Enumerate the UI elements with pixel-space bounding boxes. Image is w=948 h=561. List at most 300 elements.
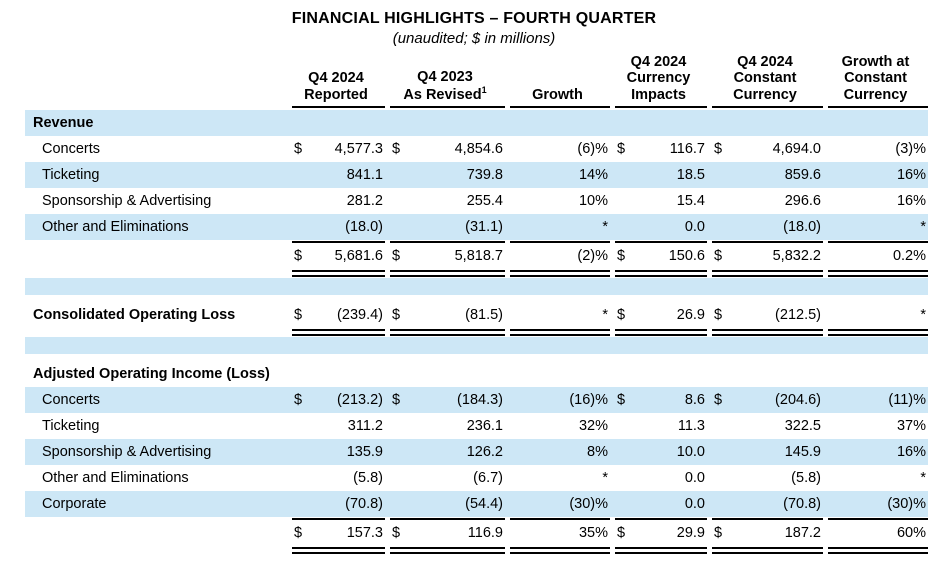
cell-value: 135.9	[346, 444, 383, 461]
value-cell-content	[707, 525, 823, 541]
cell-value: (6.7)	[473, 470, 503, 487]
cell-value: 5,681.6	[334, 248, 383, 265]
cell-value: 0.2%	[892, 248, 926, 265]
value-cell-content	[385, 307, 505, 323]
value-cell	[385, 188, 505, 214]
value-cell-content	[505, 219, 610, 235]
value-cell	[707, 162, 823, 188]
value-cell	[287, 162, 385, 188]
value-cell	[707, 302, 823, 328]
double-rule	[828, 547, 928, 554]
value-cell-content	[287, 307, 385, 323]
cell-value: *	[602, 470, 608, 487]
value-cell-content	[610, 167, 707, 183]
value-cell	[385, 439, 505, 465]
value-cell-content	[823, 219, 928, 235]
value-cell-content	[505, 193, 610, 209]
spacer-band-row	[25, 337, 928, 354]
currency-symbol: $	[392, 392, 401, 409]
value-cell	[385, 413, 505, 439]
table-row	[25, 162, 928, 188]
cell-value: 0.0	[684, 470, 705, 487]
value-cell	[505, 491, 610, 517]
value-cell-content	[505, 141, 610, 157]
value-cell	[385, 520, 505, 546]
double-rule	[828, 329, 928, 336]
value-cell-content	[823, 418, 928, 434]
table-row	[25, 188, 928, 214]
column-header-line: Q4 2023	[417, 68, 473, 85]
value-cell	[707, 214, 823, 240]
value-cell	[505, 243, 610, 269]
rule-cell	[610, 269, 707, 278]
row-label: Ticketing	[42, 418, 100, 435]
rule-cell	[707, 328, 823, 337]
rule-cell	[505, 269, 610, 278]
cell-value: 187.2	[784, 525, 821, 542]
column-header	[287, 54, 385, 106]
value-cell	[823, 520, 928, 546]
value-cell-content	[707, 167, 823, 183]
cell-value: 29.9	[676, 525, 705, 542]
value-cell-content	[385, 470, 505, 486]
value-cell-content	[707, 392, 823, 408]
header-rule	[390, 106, 505, 108]
double-rule	[828, 270, 928, 277]
value-cell	[385, 387, 505, 413]
value-cell-content	[287, 525, 385, 541]
cell-value: 32%	[578, 418, 608, 435]
value-cell-content	[610, 307, 707, 323]
column-header-line: Q4 2024	[308, 70, 364, 87]
cell-value: 8%	[587, 444, 608, 461]
value-cell	[505, 520, 610, 546]
value-cell-content	[505, 392, 610, 408]
value-cell-content	[505, 418, 610, 434]
rule-cell	[385, 269, 505, 278]
cell-value: 4,577.3	[334, 141, 383, 158]
spacer-cell	[25, 295, 928, 302]
cell-value: 0.0	[684, 219, 705, 236]
double-rule	[292, 329, 385, 336]
value-cell-content	[610, 525, 707, 541]
value-cell	[505, 188, 610, 214]
rule-cell	[610, 328, 707, 337]
value-cell-content	[610, 470, 707, 486]
currency-symbol: $	[714, 392, 723, 409]
financial-highlights-table	[25, 54, 928, 555]
value-cell	[610, 243, 707, 269]
value-cell	[385, 243, 505, 269]
value-cell	[505, 302, 610, 328]
value-cell	[287, 491, 385, 517]
value-cell	[610, 387, 707, 413]
value-cell	[707, 136, 823, 162]
currency-symbol: $	[392, 525, 401, 542]
currency-symbol: $	[617, 248, 626, 265]
value-cell-content	[823, 307, 928, 323]
cell-value: (212.5)	[775, 307, 821, 324]
double-rule	[292, 547, 385, 554]
value-cell-content	[823, 193, 928, 209]
value-cell-content	[707, 470, 823, 486]
column-header-line: Growth at	[841, 54, 910, 70]
value-cell	[287, 243, 385, 269]
value-cell	[610, 439, 707, 465]
cell-value: 311.2	[347, 418, 383, 435]
currency-symbol: $	[392, 141, 401, 158]
value-cell	[610, 136, 707, 162]
row-label	[25, 520, 287, 546]
value-cell	[823, 214, 928, 240]
cell-value: 0.0	[684, 496, 705, 513]
value-cell	[385, 302, 505, 328]
double-rule	[615, 329, 707, 336]
value-cell-content	[287, 248, 385, 264]
cell-value: 126.2	[466, 444, 503, 461]
column-header-line: Impacts	[631, 86, 686, 103]
table-row	[25, 491, 928, 517]
value-cell	[287, 136, 385, 162]
cell-value: (18.0)	[783, 219, 821, 236]
cell-value: 255.4	[466, 193, 503, 210]
double-rule	[510, 329, 610, 336]
currency-symbol: $	[617, 392, 626, 409]
value-cell-content	[287, 141, 385, 157]
value-cell-content	[287, 219, 385, 235]
value-cell-content	[823, 167, 928, 183]
currency-symbol: $	[714, 248, 723, 265]
cell-value: *	[602, 307, 608, 324]
cell-value: 296.6	[784, 193, 821, 210]
section-header-row	[25, 110, 928, 136]
value-cell-content	[385, 418, 505, 434]
value-cell	[385, 465, 505, 491]
cell-value: 37%	[896, 418, 926, 435]
value-cell	[823, 188, 928, 214]
cell-value: 116.9	[467, 525, 503, 542]
cell-value: (2)%	[577, 248, 608, 265]
column-header	[505, 54, 610, 106]
value-cell	[385, 491, 505, 517]
rule-cell	[707, 269, 823, 278]
table-header	[25, 54, 928, 110]
value-cell	[707, 387, 823, 413]
value-cell-content	[823, 141, 928, 157]
value-cell	[287, 302, 385, 328]
rule-cell	[505, 328, 610, 337]
value-cell	[610, 302, 707, 328]
value-cell-content	[707, 193, 823, 209]
cell-value: 5,818.7	[454, 248, 503, 265]
table-row	[25, 465, 928, 491]
value-cell	[707, 413, 823, 439]
header-rule	[712, 106, 823, 108]
footnote-marker: 1	[481, 84, 487, 95]
value-cell-content	[385, 167, 505, 183]
double-rule-row	[25, 328, 928, 337]
cell-value: 16%	[896, 444, 926, 461]
cell-value: 150.6	[668, 248, 705, 265]
value-cell-content	[823, 496, 928, 512]
cell-value: 859.6	[784, 167, 821, 184]
value-cell-content	[610, 141, 707, 157]
value-cell	[610, 162, 707, 188]
cell-value: (6)%	[577, 141, 608, 158]
cell-value: 322.5	[784, 418, 821, 435]
value-cell	[707, 188, 823, 214]
cell-value: (184.3)	[457, 392, 503, 409]
cell-value: 157.3	[346, 525, 383, 542]
header-rule	[828, 106, 928, 108]
cell-value: 116.7	[669, 141, 705, 158]
cell-value: (239.4)	[337, 307, 383, 324]
value-cell	[505, 387, 610, 413]
table-body	[25, 110, 928, 555]
value-cell	[287, 439, 385, 465]
currency-symbol: $	[714, 141, 723, 158]
value-cell	[610, 465, 707, 491]
value-cell	[505, 136, 610, 162]
value-cell	[707, 439, 823, 465]
value-cell-content	[287, 418, 385, 434]
cell-value: (213.2)	[337, 392, 383, 409]
cell-value: 145.9	[784, 444, 821, 461]
table-row	[25, 387, 928, 413]
page-subtitle: (unaudited; $ in millions)	[392, 30, 556, 47]
currency-symbol: $	[617, 141, 626, 158]
column-header-line: Currency	[626, 70, 691, 87]
column-header-line: Reported	[304, 86, 368, 103]
currency-symbol: $	[294, 248, 303, 265]
value-cell-content	[610, 193, 707, 209]
value-cell	[823, 387, 928, 413]
cell-value: (30)%	[569, 496, 608, 513]
value-cell-content	[287, 470, 385, 486]
header-rule	[615, 106, 707, 108]
column-header-line: Constant	[733, 70, 797, 87]
row-label: Other and Eliminations	[25, 214, 287, 240]
spacer-gap-row	[25, 354, 928, 361]
cell-value: (5.8)	[791, 470, 821, 487]
header-rule	[292, 106, 385, 108]
column-header-line: As Revised	[403, 86, 482, 103]
cell-value: 841.1	[346, 167, 383, 184]
row-label	[25, 243, 287, 269]
row-label: Other and Eliminations	[42, 470, 189, 487]
cell-value: (70.8)	[345, 496, 383, 513]
value-cell-content	[385, 392, 505, 408]
currency-symbol: $	[392, 307, 401, 324]
cell-value: *	[920, 470, 926, 487]
cell-value: 8.6	[684, 392, 705, 409]
value-cell-content	[287, 167, 385, 183]
value-cell-content	[823, 444, 928, 460]
column-header	[610, 54, 707, 106]
value-cell	[287, 520, 385, 546]
double-rule	[390, 270, 505, 277]
value-cell	[823, 136, 928, 162]
value-cell	[823, 162, 928, 188]
double-rule	[390, 329, 505, 336]
value-cell-content	[823, 392, 928, 408]
column-header-line: Q4 2024	[630, 54, 687, 70]
column-header-line: Q4 2024	[737, 54, 793, 70]
value-cell	[505, 439, 610, 465]
value-cell-content	[385, 496, 505, 512]
cell-value: 14%	[578, 167, 608, 184]
value-cell-content	[610, 418, 707, 434]
cell-value: *	[920, 307, 926, 324]
cell-value: (70.8)	[783, 496, 821, 513]
section-label: Revenue	[25, 110, 928, 136]
value-cell-content	[385, 141, 505, 157]
spacer-cell	[25, 278, 928, 295]
value-cell-content	[385, 219, 505, 235]
value-cell-content	[385, 248, 505, 264]
value-cell-content	[707, 418, 823, 434]
header-row	[25, 54, 928, 106]
section-label: Adjusted Operating Income (Loss)	[33, 366, 270, 383]
value-cell-content	[385, 444, 505, 460]
cell-value: (31.1)	[465, 219, 503, 236]
value-cell	[823, 413, 928, 439]
cell-value: 10.0	[676, 444, 705, 461]
value-cell	[707, 243, 823, 269]
cell-value: *	[920, 219, 926, 236]
cell-value: (3)%	[895, 141, 926, 158]
value-cell	[505, 214, 610, 240]
value-cell-content	[385, 193, 505, 209]
cell-value: 4,854.6	[454, 141, 503, 158]
currency-symbol: $	[617, 525, 626, 542]
row-label: Concerts	[25, 387, 287, 413]
value-cell-content	[610, 444, 707, 460]
rule-cell	[823, 328, 928, 337]
value-cell-content	[287, 193, 385, 209]
value-cell	[707, 520, 823, 546]
rule-cell	[707, 546, 823, 555]
row-label: Corporate	[25, 491, 287, 517]
value-cell	[823, 439, 928, 465]
cell-value: 26.9	[676, 307, 705, 324]
value-cell-content	[707, 496, 823, 512]
table-row	[25, 136, 928, 162]
value-cell	[823, 302, 928, 328]
column-header	[385, 54, 505, 106]
value-cell	[505, 465, 610, 491]
double-rule	[292, 270, 385, 277]
spacer-cell	[25, 337, 928, 354]
value-cell	[287, 465, 385, 491]
value-cell	[287, 413, 385, 439]
cell-value: (54.4)	[465, 496, 503, 513]
cell-value: 18.5	[676, 167, 705, 184]
spacer-band-row	[25, 278, 928, 295]
table-row	[25, 302, 928, 328]
cell-value: 281.2	[346, 193, 383, 210]
value-cell-content	[385, 525, 505, 541]
cell-value: 4,694.0	[772, 141, 821, 158]
cell-value: 16%	[896, 193, 926, 210]
value-cell-content	[505, 470, 610, 486]
value-cell-content	[707, 141, 823, 157]
rule-spacer-cell	[25, 269, 287, 278]
cell-value: (204.6)	[775, 392, 821, 409]
value-cell	[385, 136, 505, 162]
value-cell-content	[287, 496, 385, 512]
rule-cell	[385, 546, 505, 555]
value-cell-content	[707, 444, 823, 460]
value-cell-content	[610, 219, 707, 235]
cell-value: (16)%	[569, 392, 608, 409]
cell-value: (11)%	[888, 392, 926, 409]
value-cell	[287, 214, 385, 240]
value-cell-content	[287, 444, 385, 460]
rule-cell	[287, 269, 385, 278]
value-cell-content	[287, 392, 385, 408]
currency-symbol: $	[294, 525, 303, 542]
column-header-line: Constant	[844, 70, 907, 87]
cell-value: 60%	[896, 525, 926, 542]
double-rule	[615, 270, 707, 277]
cell-value: 5,832.2	[772, 248, 821, 265]
value-cell	[287, 387, 385, 413]
spacer-cell	[25, 354, 928, 361]
value-cell-content	[823, 248, 928, 264]
column-header	[707, 54, 823, 106]
table-row	[25, 214, 928, 240]
value-cell	[823, 491, 928, 517]
value-cell	[610, 413, 707, 439]
currency-symbol: $	[392, 248, 401, 265]
column-header	[823, 54, 928, 106]
page-title: FINANCIAL HIGHLIGHTS – FOURTH QUARTER	[291, 10, 657, 27]
value-cell-content	[505, 525, 610, 541]
currency-symbol: $	[294, 307, 303, 324]
double-rule	[712, 547, 823, 554]
rule-cell	[823, 546, 928, 555]
cell-value: 10%	[578, 193, 608, 210]
currency-symbol: $	[714, 307, 723, 324]
row-label: Sponsorship & Advertising	[25, 439, 287, 465]
rule-cell	[610, 546, 707, 555]
value-cell	[707, 465, 823, 491]
value-cell-content	[823, 525, 928, 541]
double-rule-row	[25, 269, 928, 278]
value-cell-content	[505, 167, 610, 183]
rule-cell	[823, 269, 928, 278]
value-cell-content	[505, 444, 610, 460]
table-row	[25, 520, 928, 546]
column-header-line: Currency	[733, 86, 797, 103]
value-cell-content	[707, 307, 823, 323]
double-rule	[712, 270, 823, 277]
value-cell-content	[707, 219, 823, 235]
value-cell	[610, 491, 707, 517]
header-rule	[510, 106, 610, 108]
cell-value: *	[602, 219, 608, 236]
value-cell	[505, 413, 610, 439]
double-rule	[510, 270, 610, 277]
cell-value: (18.0)	[345, 219, 383, 236]
cell-value: 15.4	[676, 193, 705, 210]
value-cell-content	[505, 248, 610, 264]
cell-value: 739.8	[466, 167, 503, 184]
table-row	[25, 413, 928, 439]
rule-cell	[385, 328, 505, 337]
column-header-line: Growth	[532, 86, 583, 103]
